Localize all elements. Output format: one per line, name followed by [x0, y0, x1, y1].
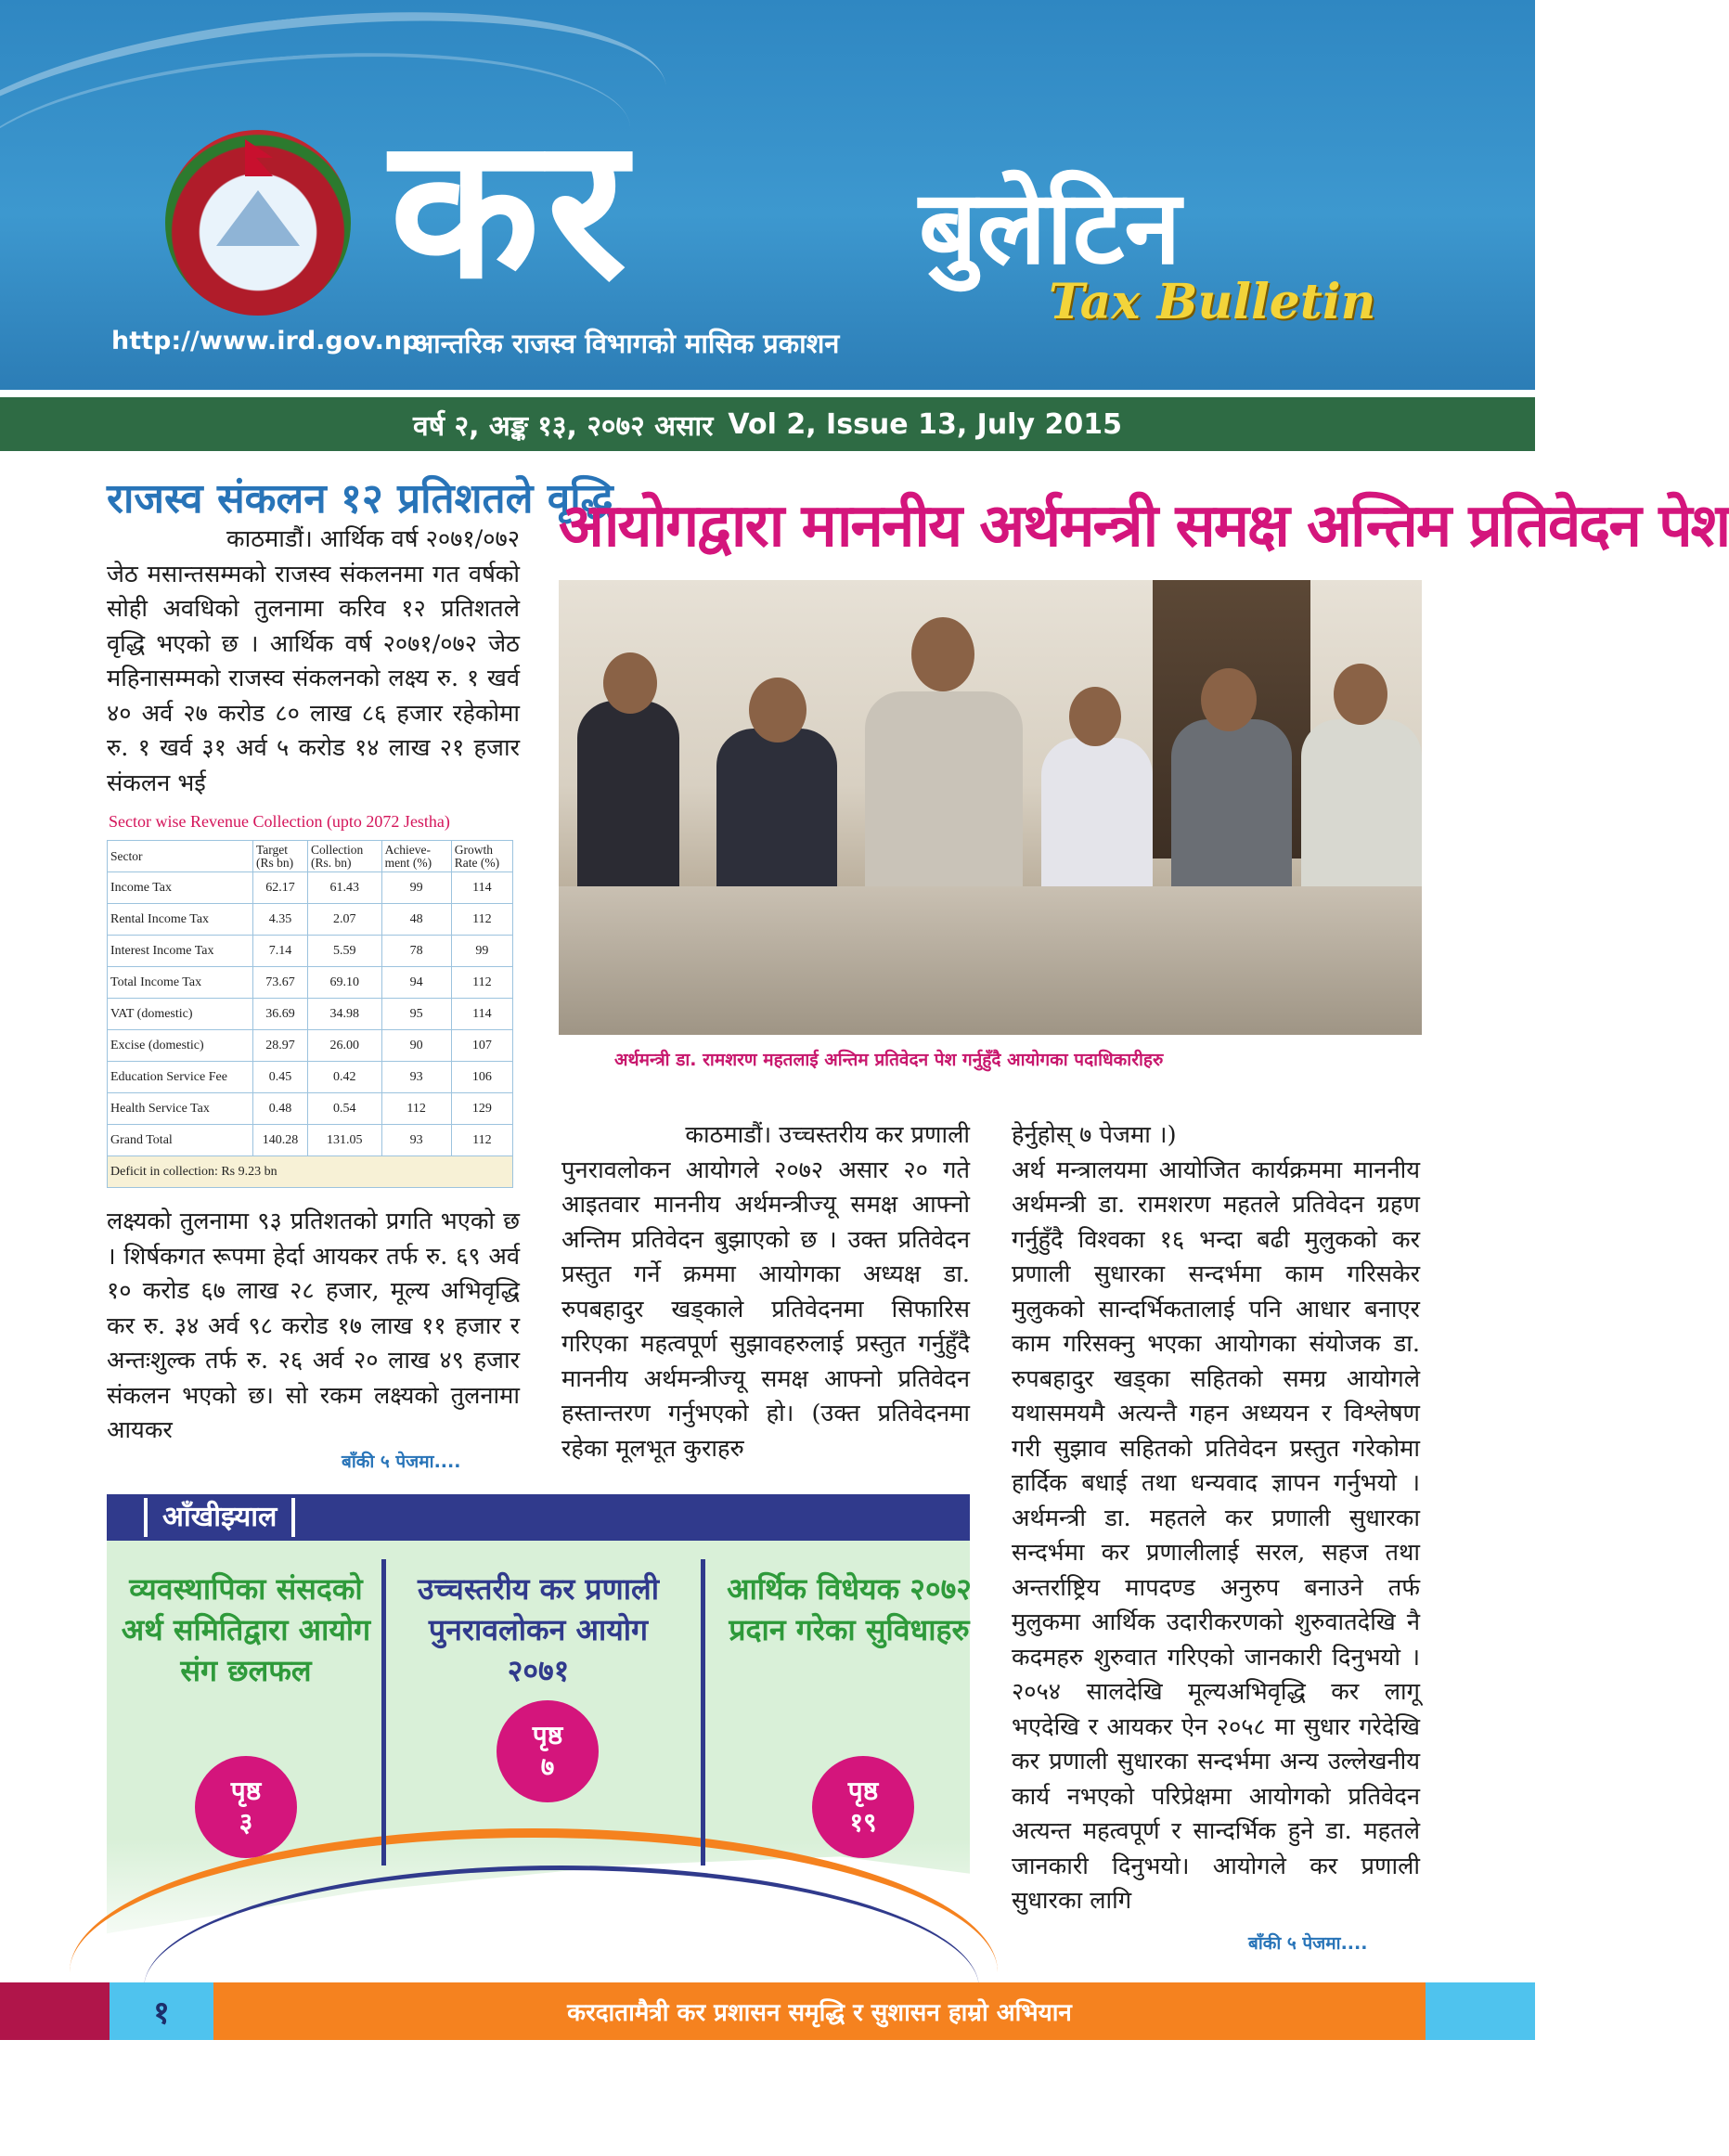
table-cell-value: 5.59 — [308, 936, 382, 967]
table-cell-value: 112 — [451, 904, 512, 936]
publication-title-english: Tax Bulletin — [1049, 274, 1376, 330]
table-row — [108, 1125, 513, 1156]
table-header: Achieve- ment (%) — [381, 841, 451, 872]
page-badge-number: ३ — [239, 1807, 253, 1838]
table-cell-value: 114 — [451, 872, 512, 904]
photo-table — [559, 886, 1422, 1035]
website-link[interactable]: http://www.ird.gov.np — [111, 327, 420, 355]
table-cell-value: 112 — [381, 1093, 451, 1125]
flag-icon — [245, 139, 273, 176]
table-cell-value: 4.35 — [253, 904, 308, 936]
table-cell-value: 0.48 — [253, 1093, 308, 1125]
main-paragraph-2 — [1012, 1118, 1420, 1919]
table-cell-value: 0.54 — [308, 1093, 382, 1125]
main-see-page-note: हेर्नुहोस् ७ पेजमा ।) — [1012, 1121, 1177, 1149]
table-cell-value: 99 — [451, 936, 512, 967]
table-cell-value: 99 — [381, 872, 451, 904]
page-badge[interactable] — [812, 1756, 914, 1858]
table-cell-value: 94 — [381, 967, 451, 999]
table-row — [108, 1030, 513, 1062]
footer-red-block — [0, 1982, 110, 2040]
page-badge[interactable] — [195, 1756, 297, 1858]
window-box-title: आँखीझ्याल — [144, 1498, 295, 1537]
table-cell-sector: Interest Income Tax — [108, 936, 253, 967]
photo-person-head — [603, 652, 657, 714]
table-row — [108, 904, 513, 936]
lead-headline: राजस्व संकलन १२ प्रतिशतले वृद्धि — [107, 475, 613, 523]
window-box-divider — [701, 1559, 705, 1866]
table-cell-value: 62.17 — [253, 872, 308, 904]
photo-person-head — [1334, 664, 1387, 725]
lead-paragraph-1-text: जेठ मसान्तसम्मको राजस्व संकलनमा गत वर्षको सोही अवधिको तुलनामा करिव १२ प्रतिशतले वृद्धि भएको छ । आर्थिक वर्ष २०७१/०७२ जेठ महिनासम्मको राजस्व संकलनको लक्ष्य रु. १ खर्व ४० अर्व २७ करोड ८० लाख ८६ हजार रहेकोमा रु. १ खर्व ३१ अर्व ५ करोड १४ लाख २१ हजार संकलन भई — [107, 560, 520, 797]
table-cell-sector: VAT (domestic) — [108, 999, 253, 1030]
table-cell-value: 140.28 — [253, 1125, 308, 1156]
page-number: १ — [110, 1982, 213, 2040]
masthead — [0, 0, 1535, 390]
table-cell-value: 114 — [451, 999, 512, 1030]
table-cell-value: 36.69 — [253, 999, 308, 1030]
table-header: Target (Rs bn) — [253, 841, 308, 872]
table-cell-value: 34.98 — [308, 999, 382, 1030]
window-item-title[interactable]: उच्चस्तरीय कर प्रणाली पुनरावलोकन आयोग २०७१ — [417, 1571, 660, 1688]
footer-blue-block — [1426, 1982, 1535, 2040]
table-cell-value: 2.07 — [308, 904, 382, 936]
main-paragraph-2-text: अर्थ मन्त्रालयमा आयोजित कार्यक्रममा माननीय अर्थमन्त्री डा. रामशरण महतले प्रतिवेदन ग्रहण गर्नुहुँदै विश्वका १६ भन्दा बढी मुलुकको कर प्रणाली सुधारका सन्दर्भमा काम गरिसकेर मुलुकको सान्दर्भिकतालाई पनि आधार बनाएर काम गरिसक्नु भएका आयोगका संयोजक डा. रुपबहादुर खड्का सहितको समग्र आयोगले यथासमयमै अत्यन्तै गहन अध्ययन र विश्लेषण गरी सुझाव सहितको प्रतिवेदन प्रस्तुत गरेकोमा हार्दिक बधाई तथा धन्यवाद ज्ञापन गर्नुभयो । अर्थमन्त्री डा. महतले कर प्रणाली सुधारका सन्दर्भमा कर प्रणालीलाई सरल, सहज तथा अन्तर्राष्ट्रिय मापदण्ड अनुरुप बनाउने तर्फ मुलुकमा आर्थिक उदारीकरणको शुरुवातदेखि नै कदमहरु शुरुवात गरिएको जानकारी दिनुभयो । २०५४ सालदेखि मूल्यअभिवृद्धि कर लागू भएदेखि र आयकर ऐन २०५८ मा सुधार गरेदेखि कर प्रणाली सुधारका सन्दर्भमा अन्य उल्लेखनीय कार्य नभएको परिप्रेक्षमा आयोगको प्रतिवेदन अत्यन्त महत्वपूर्ण र सान्दर्भिक हुने डा. महतले जानकारी दिनुभयो। आयोगले कर प्रणाली सुधारका लागि — [1012, 1155, 1420, 1915]
table-cell-sector: Education Service Fee — [108, 1062, 253, 1093]
table-header: Collection (Rs. bn) — [308, 841, 382, 872]
table-row — [108, 999, 513, 1030]
page-badge[interactable] — [497, 1700, 599, 1802]
photo-person-head — [1201, 668, 1257, 731]
photo-caption: अर्थमन्त्री डा. रामशरण महतलाई अन्तिम प्रतिवेदन पेश गर्नुहुँदै आयोगका पदाधिकारीहरु — [614, 1050, 1164, 1070]
lead-paragraph-2: लक्ष्यको तुलनामा ९३ प्रतिशतको प्रगति भएको छ । शिर्षकगत रूपमा हेर्दा आयकर तर्फ रु. ६९ अर्व १० करोड ६७ लाख २८ हजार, मूल्य अभिवृद्धि कर रु. ३४ अर्व ९८ करोड १७ लाख ११ हजार र अन्तःशुल्क तर्फ रु. २६ अर्व २० लाख ४९ हजार संकलन भएको छ। सो रकम लक्ष्यको तुलनामा आयकर — [107, 1207, 520, 1444]
table-cell-value: 90 — [381, 1030, 451, 1062]
table-cell-value: 0.45 — [253, 1062, 308, 1093]
revenue-table-title: Sector wise Revenue Collection (upto 2072 Jestha) — [109, 812, 450, 831]
table-cell-value: 61.43 — [308, 872, 382, 904]
table-header: Growth Rate (%) — [451, 841, 512, 872]
issue-nepali: वर्ष २, अङ्क १३, २०७२ असार — [413, 409, 714, 443]
table-cell-value: 107 — [451, 1030, 512, 1062]
window-box-divider — [381, 1559, 386, 1866]
table-header: Sector — [108, 841, 253, 872]
table-cell-value: 93 — [381, 1062, 451, 1093]
table-cell-value: 26.00 — [308, 1030, 382, 1062]
revenue-table — [107, 840, 513, 1188]
table-cell-value: 78 — [381, 936, 451, 967]
table-cell-sector: Total Income Tax — [108, 967, 253, 999]
table-cell-sector: Grand Total — [108, 1125, 253, 1156]
issue-bar — [0, 397, 1535, 451]
table-row — [108, 1062, 513, 1093]
main-paragraph-1 — [561, 1118, 970, 1466]
table-cell-sector: Excise (domestic) — [108, 1030, 253, 1062]
mountain-icon — [216, 190, 300, 246]
footer-bar — [0, 1982, 1535, 2040]
main-paragraph-1-text: पुनरावलोकन आयोगले २०७२ असार २० गते आइतवार माननीय अर्थमन्त्रीज्यू समक्ष आफ्नो अन्तिम प्रतिवेदन बुझाएको छ । उक्त प्रतिवेदन प्रस्तुत गर्ने क्रममा आयोगका अध्यक्ष डा. रुपबहादुर खड्काले प्रतिवेदनमा सिफारिस गरिएका महत्वपूर्ण सुझावहरुलाई प्रस्तुत गर्नुहुँदै माननीय अर्थमन्त्रीज्यू समक्ष आफ्नो प्रतिवेदन हस्तान्तरण गर्नुभएको हो। (उक्त प्रतिवेदनमा रहेका मूलभूत कुराहरु — [561, 1155, 970, 1463]
table-cell-value: 69.10 — [308, 967, 382, 999]
page-badge-label: पृष्ठ — [532, 1720, 563, 1750]
page-badge-label: पृष्ठ — [847, 1775, 879, 1806]
photo-person-head — [1069, 687, 1121, 746]
table-cell-value: 7.14 — [253, 936, 308, 967]
table-cell-value: 0.42 — [308, 1062, 382, 1093]
nepal-emblem-icon — [165, 130, 351, 316]
main-continued-link[interactable]: बाँकी ५ पेजमा.... — [1248, 1933, 1368, 1954]
photo-person-head — [911, 617, 974, 691]
table-cell-value: 93 — [381, 1125, 451, 1156]
table-row — [108, 1093, 513, 1125]
page-badge-number: ७ — [540, 1751, 555, 1782]
table-row — [108, 936, 513, 967]
window-item-title[interactable]: व्यवस्थापिका संसदको अर्थ समितिद्वारा आयोग संग छलफल — [121, 1571, 371, 1688]
table-header-row — [108, 841, 513, 872]
table-row — [108, 872, 513, 904]
table-cell-value: 48 — [381, 904, 451, 936]
table-footnote: Deficit in collection: Rs 9.23 bn — [108, 1156, 513, 1188]
tagline: आन्तरिक राजस्व विभागको मासिक प्रकाशन — [413, 328, 840, 359]
news-photo — [559, 580, 1422, 1035]
table-cell-value: 112 — [451, 967, 512, 999]
page-badge-label: पृष्ठ — [230, 1775, 262, 1806]
publication-title: कर — [390, 95, 635, 322]
table-cell-value: 112 — [451, 1125, 512, 1156]
table-cell-value: 28.97 — [253, 1030, 308, 1062]
footer-slogan: करदातामैत्री कर प्रशासन समृद्धि र सुशासन हाम्रो अभियान — [213, 1982, 1426, 2040]
table-row — [108, 967, 513, 999]
table-cell-sector: Rental Income Tax — [108, 904, 253, 936]
lead-continued-link[interactable]: बाँकी ५ पेजमा.... — [342, 1452, 461, 1472]
lead-dateline: काठमाडौं। आर्थिक वर्ष २०७१/०७२ — [226, 525, 520, 553]
table-cell-value: 131.05 — [308, 1125, 382, 1156]
table-cell-value: 129 — [451, 1093, 512, 1125]
publication-subtitle: बुलेटिन — [919, 168, 1181, 287]
window-box-header — [107, 1494, 970, 1541]
main-headline: आयोगद्वारा माननीय अर्थमन्त्री समक्ष अन्तिम प्रतिवेदन पेश — [559, 492, 1729, 561]
window-box — [107, 1494, 970, 1968]
table-footnote-row — [108, 1156, 513, 1188]
table-cell-sector: Health Service Tax — [108, 1093, 253, 1125]
table-cell-value: 95 — [381, 999, 451, 1030]
page-badge-number: १९ — [849, 1807, 877, 1838]
table-body — [108, 872, 513, 1156]
table-cell-value: 73.67 — [253, 967, 308, 999]
window-item-title[interactable]: आर्थिक विधेयक २०७२ प्रदान गरेका सुविधाहरु — [727, 1571, 972, 1647]
table-cell-sector: Income Tax — [108, 872, 253, 904]
issue-english: Vol 2, Issue 13, July 2015 — [728, 407, 1122, 441]
lead-paragraph-1 — [107, 523, 520, 801]
table-cell-value: 106 — [451, 1062, 512, 1093]
main-dateline: काठमाडौं। उच्चस्तरीय कर प्रणाली — [685, 1121, 970, 1149]
photo-person-head — [749, 678, 806, 742]
